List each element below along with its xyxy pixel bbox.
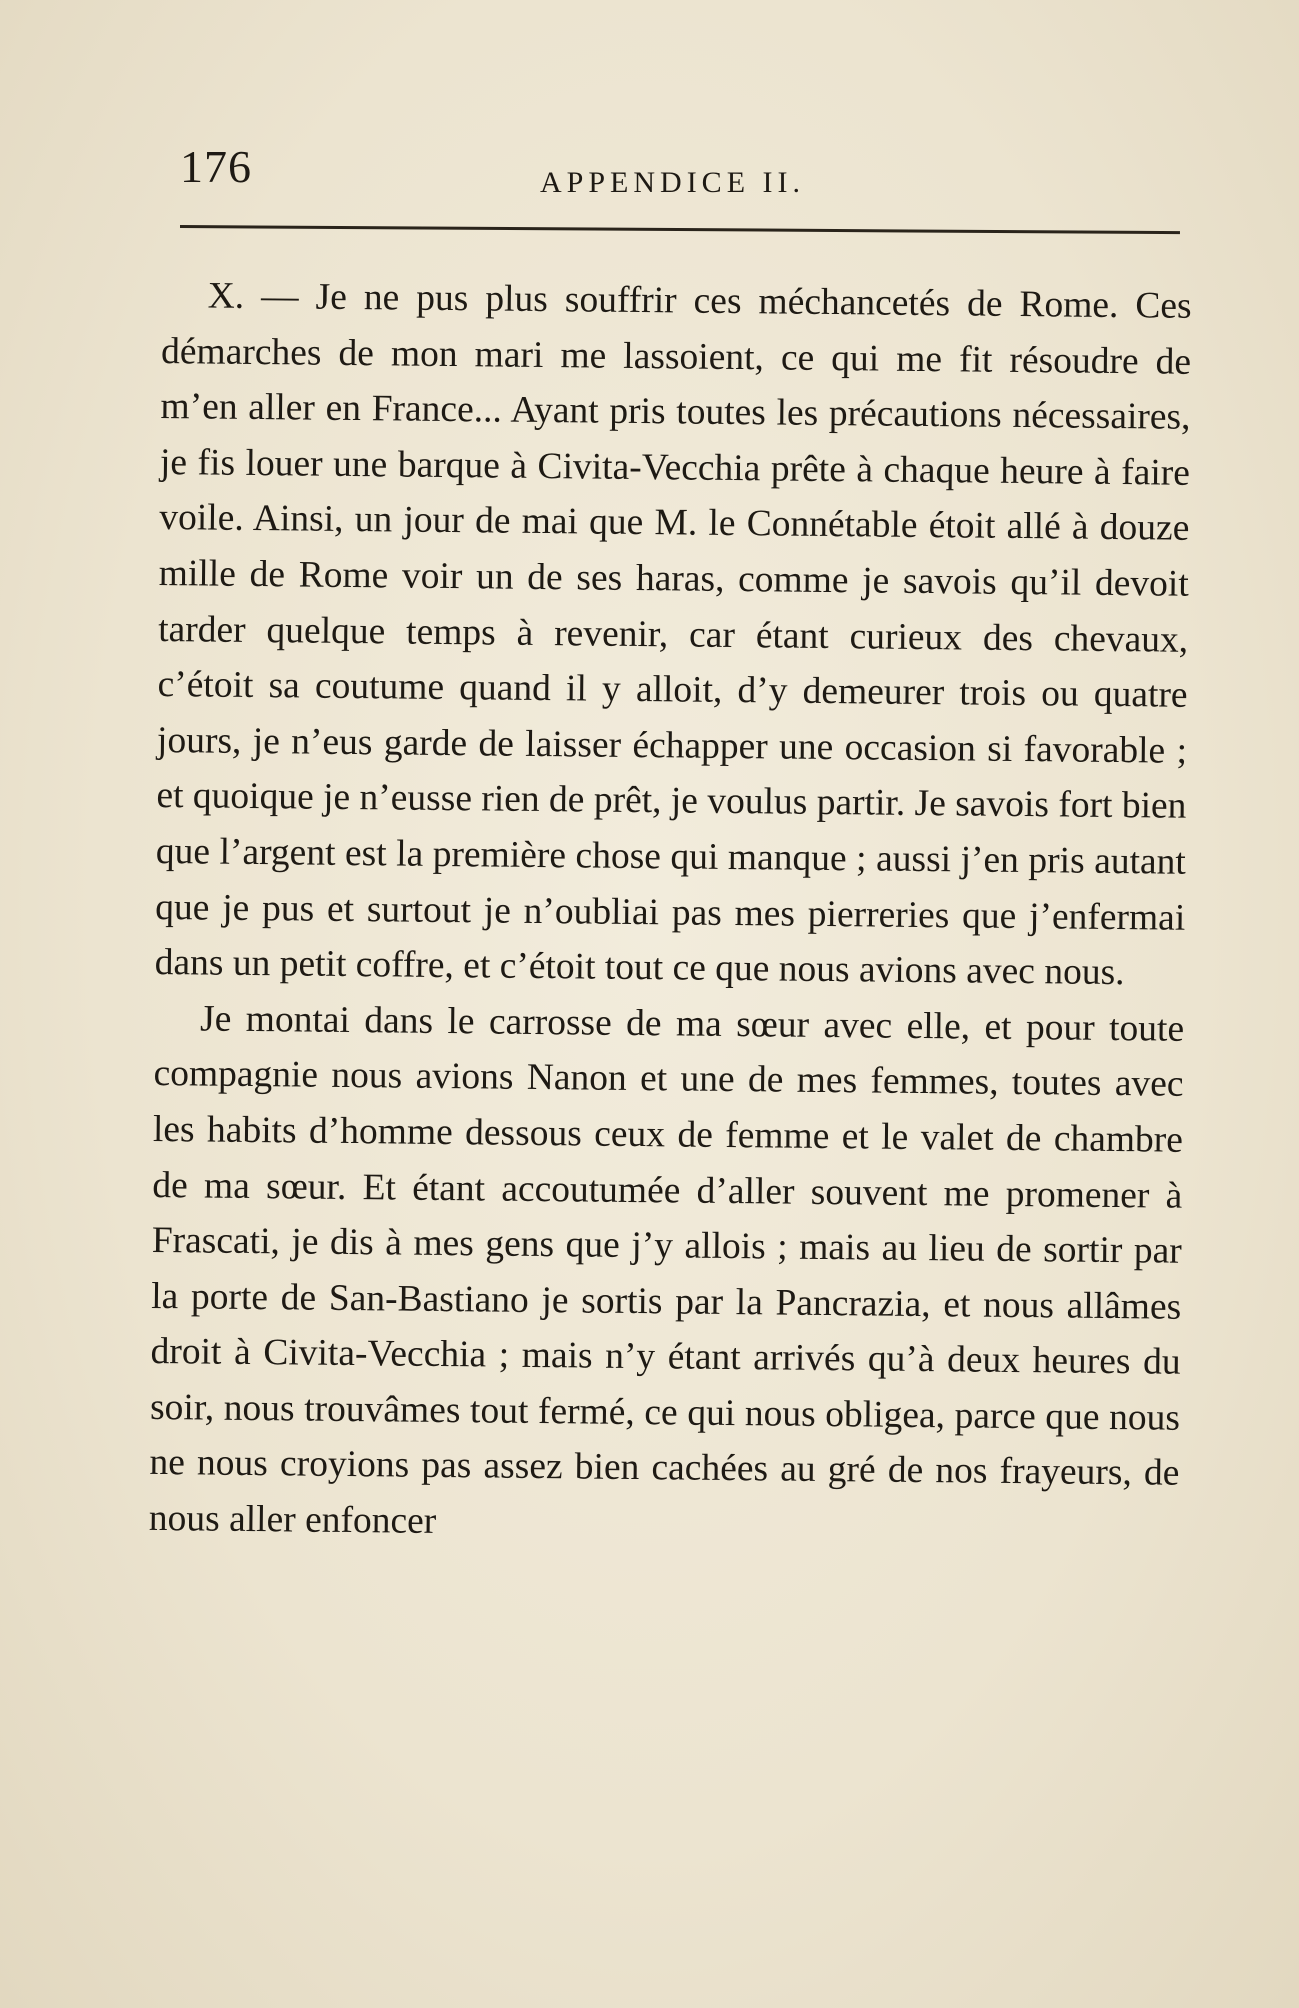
- running-title: APPENDICE II.: [540, 166, 805, 199]
- page-header: [172, 140, 1182, 210]
- paragraph: X. — Je ne pus plus souffrir ces méchancetés de Rome. Ces démarches de mon mari me lassoient, ce qui me fit résoudre de m’en aller en France... Ayant pris toutes les précautions nécessaires, je fis louer une barque à Civita-Vecchia prête à chaque heure à faire voile. Ainsi, un jour de mai que M. le Connétable étoit allé à douze mille de Rome voir un de ses haras, comme je savois qu’il devoit tarder quelque temps à revenir, car étant curieux des chevaux, c’étoit sa coutume quand il y alloit, d’y demeurer trois ou quatre jours, je n’eus garde de laisser échapper une occasion si favorable ; et quoique je n’eusse rien de prêt, je voulus partir. Je savois fort bien que l’argent est la première chose qui manque ; aussi j’en pris autant que je pus et surtout je n’oubliai pas mes pierreries que j’enfermai dans un petit coffre, et c’étoit tout ce que nous avions avec nous.: [154, 275, 1192, 994]
- page-number: 176: [180, 141, 252, 192]
- body-text: [149, 268, 1192, 1557]
- paragraph: Je montai dans le carrosse de ma sœur avec elle, et pour toute compagnie nous avions Nanon et une de mes femmes, toutes avec les habits d’homme dessous ceux de femme et le valet de chambre de ma sœur. Et étant accoutumée d’aller souvent me promener à Frascati, je dis à mes gens que j’y allois ; mais au lieu de sortir par la porte de San-Bastiano je sortis par la Pancrazia, et nous allâmes droit à Civita-Vecchia ; mais n’y étant arrivés qu’à deux heures du soir, nous trouvâmes tout fermé, ce qui nous obligea, parce que nous ne nous croyions pas assez bien cachées au gré de nos frayeurs, de nous aller enfoncer: [148, 998, 1185, 1543]
- header-rule: [180, 225, 1180, 234]
